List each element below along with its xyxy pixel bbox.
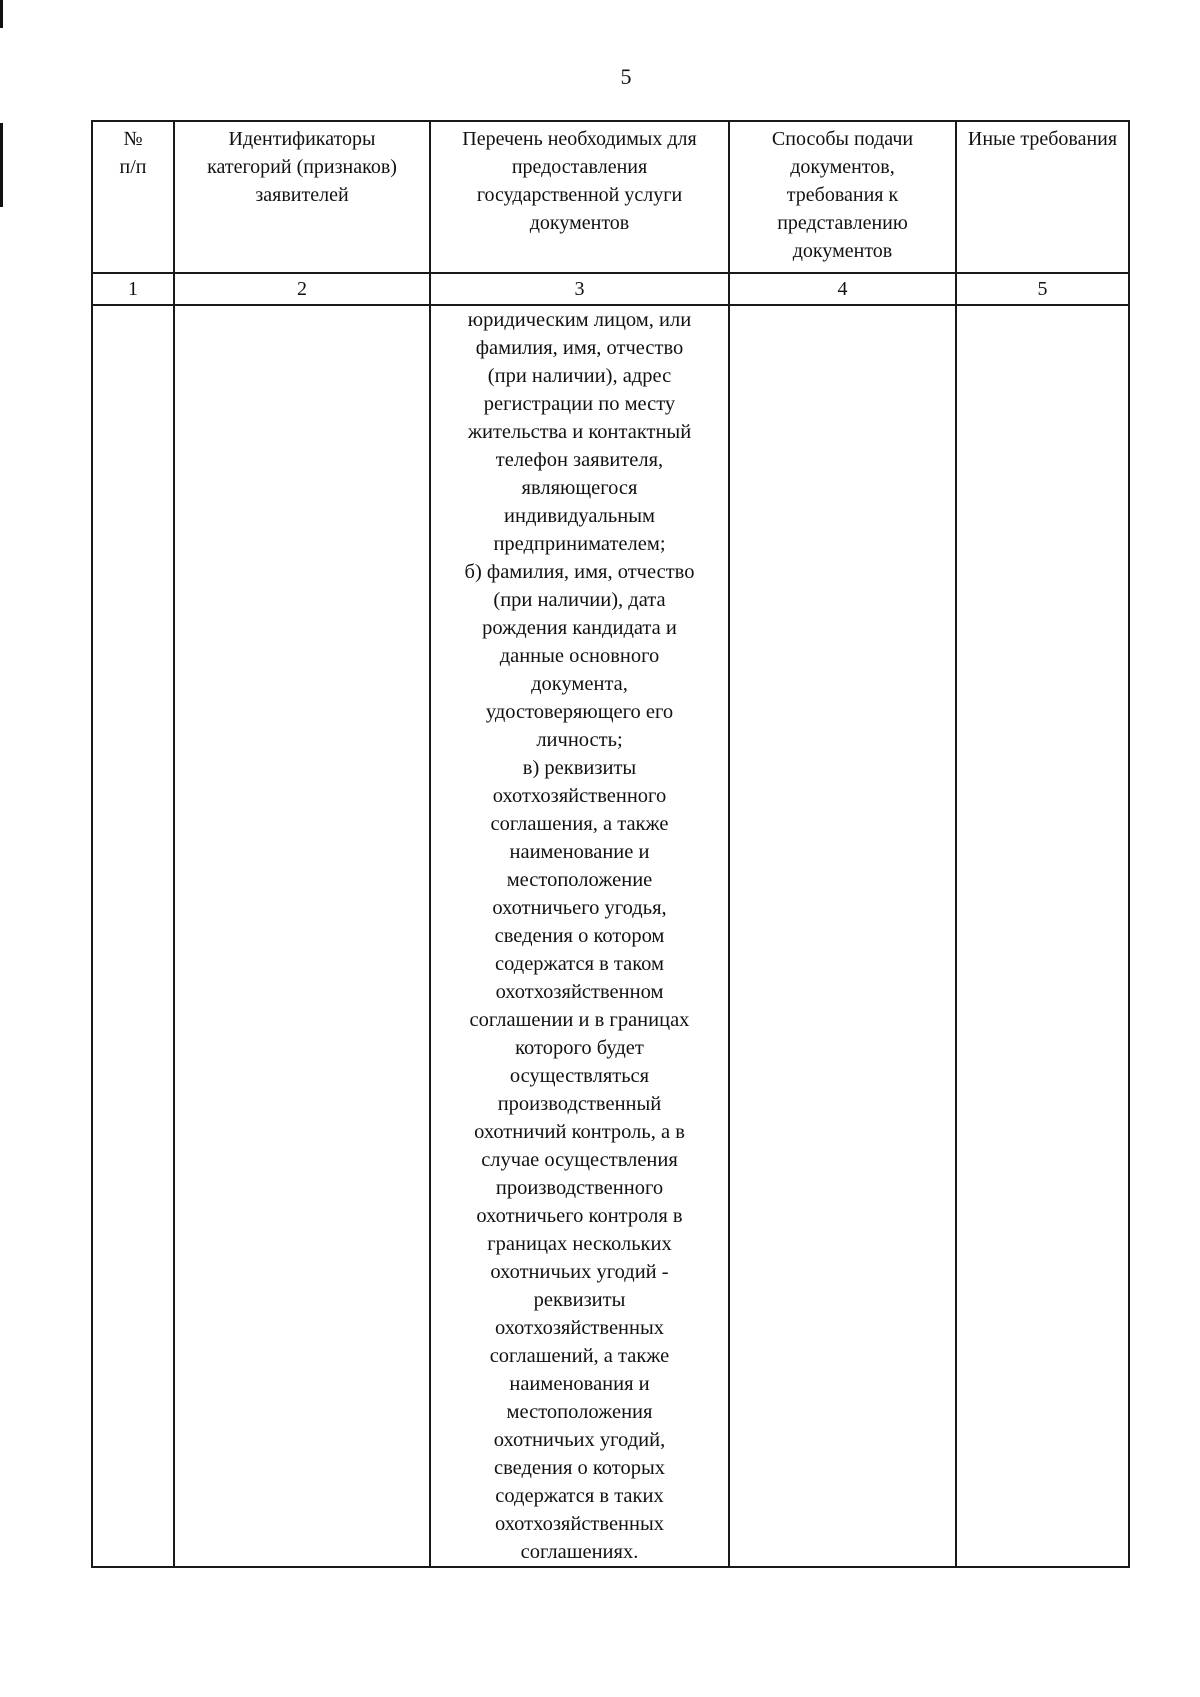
header-cell-identifiers (174, 121, 430, 273)
column-number-1: 1 (92, 273, 174, 305)
header-cell-number (92, 121, 174, 273)
header-documents-label: Перечень необходимых для предоставления государственной услуги документов (462, 128, 697, 234)
body-cell-number (92, 305, 174, 1567)
header-row (92, 121, 1129, 273)
column-number-5: 5 (956, 273, 1129, 305)
column-number-3: 3 (430, 273, 729, 305)
column-number-row (92, 273, 1129, 305)
header-cell-other (956, 121, 1129, 273)
column-number-2: 2 (174, 273, 430, 305)
scan-edge-mark-top (0, 0, 3, 28)
header-identifiers-label: Идентификаторы категорий (признаков) заявителей (207, 128, 397, 206)
page-number: 5 (620, 64, 632, 89)
documents-list-text: юридическим лицом, или фамилия, имя, отчество (при наличии), адрес регистрации по месту жительства и контактный телефон заявителя, являющегося индивидуальным предпринимателем; б) фамилия, имя, отчество (при наличии), дата рождения кандидата и данные основного документа, удостоверяющего его личность; в) реквизиты охотхозяйственного соглашения, а также наименование и местоположение охотничьего угодья, сведения о котором содержатся в таком охотхозяйственном соглашении и в границах которого будет осуществляться производственный охотничий контроль, а в случае осуществления производственного охотничьего контроля в границах нескольких охотничьих угодий - реквизиты охотхозяйственных соглашений, а также наименования и местоположения охотничьих угодий, сведения о которых содержатся в таких охотхозяйственных соглашениях. (464, 309, 695, 1563)
body-cell-identifiers (174, 305, 430, 1567)
services-table (91, 120, 1130, 1568)
table-row (92, 305, 1129, 1567)
body-cell-other (956, 305, 1129, 1567)
scan-edge-mark-middle (0, 123, 3, 207)
body-cell-documents (430, 305, 729, 1567)
body-cell-submission (729, 305, 956, 1567)
header-number-label: № п/п (119, 128, 147, 178)
header-other-label: Иные требования (967, 128, 1118, 150)
column-number-4: 4 (729, 273, 956, 305)
header-cell-documents (430, 121, 729, 273)
header-cell-submission (729, 121, 956, 273)
header-submission-label: Способы подачи документов, требования к представлению документов (771, 128, 914, 262)
